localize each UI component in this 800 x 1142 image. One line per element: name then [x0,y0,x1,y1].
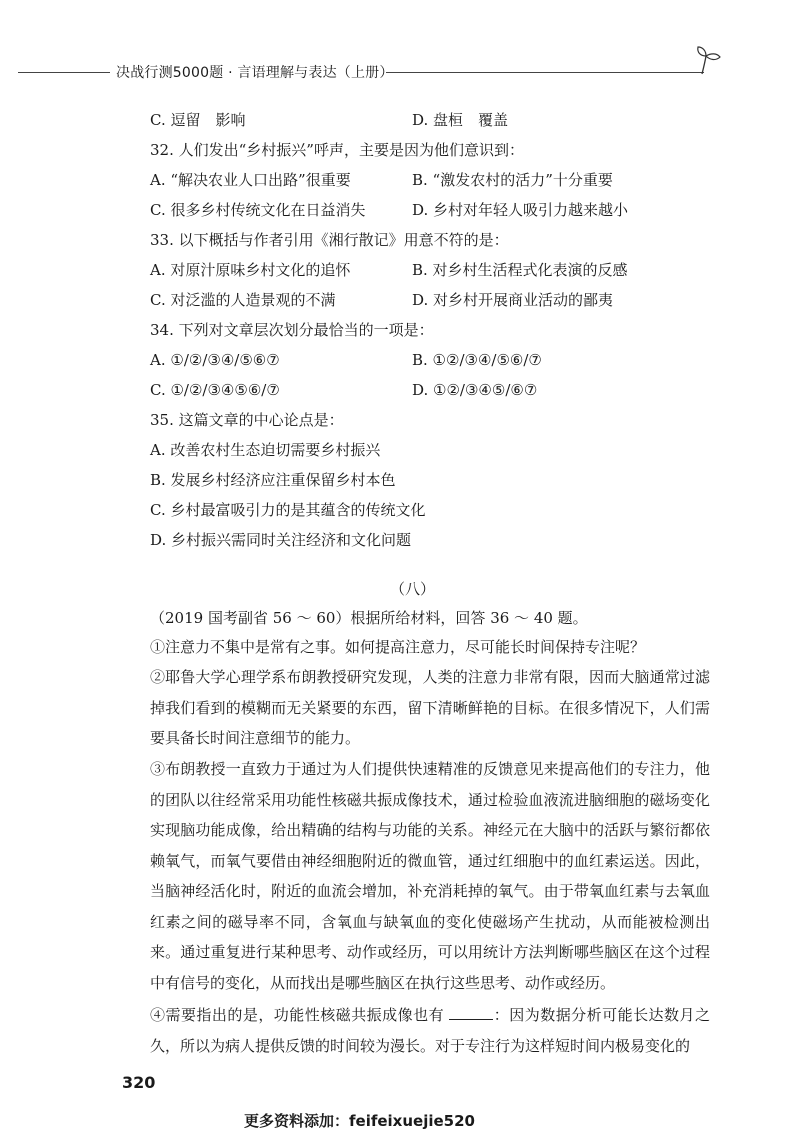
paragraph-4-start: ④需要指出的是，功能性核磁共振成像也有 [150,1006,445,1024]
answer-blank [449,1005,493,1020]
paragraph-3: ③布朗教授一直致力于通过为人们提供快速精准的反馈意见来提高他们的专注力，他的团队以往经常采用功能性核磁共振成像技术，通过检验血液流进脑细胞的磁场变化实现脑功能成像，给出精确的结构与功能的关系。神经元在大脑中的活跃与繁衍都依赖氧气，而氧气要借由神经细胞附近的微血管，通过红细胞中的血红素运送。因此，当脑神经活化时，附近的血流会增加，补充消耗掉的氧气。由于带氧血红素与去氧血红素之间的磁导率不同，含氧血与缺氧血的变化使磁场产生扰动，从而能被检测出来。通过重复进行某种思考、动作或经历，可以用统计方法判断哪些脑区在这个过程中有信号的变化，从而找出是哪些脑区在执行这些思考、动作或经历。 [150,760,710,992]
q33-option-c: C. 对泛滥的人造景观的不满 [150,291,336,309]
paragraph-4 [150,1000,710,1061]
paragraph-4-end: ：因为数据分析可能长达数月之久，所以为病人提供反馈的时间较为漫长。对于专注行为这样短时间内极易变化的 [150,1006,710,1055]
q34-option-a: A. ①/②/③④/⑤⑥⑦ [150,351,280,369]
q33-option-b: B. 对乡村生活程式化表演的反感 [412,261,628,279]
q32-option-a: A. “解决农业人口出路”很重要 [150,171,351,189]
running-header [0,58,800,88]
q35-option-a: A. 改善农村生态迫切需要乡村振兴 [150,441,381,459]
section-title: （八） [390,580,436,598]
q35-option-c: C. 乡村最富吸引力的是其蕴含的传统文化 [150,501,426,519]
q34-stem: 34. 下列对文章层次划分最恰当的一项是： [150,321,434,339]
header-rule-right [386,72,704,73]
header-rule-left [18,72,110,73]
q34-option-c: C. ①/②/③④⑤⑥/⑦ [150,381,280,399]
book-title: 决战行测5000题 · 言语理解与表达（上册） [116,65,394,81]
sprout-icon [692,44,726,78]
q35-stem: 35. 这篇文章的中心论点是： [150,411,344,429]
q32-option-d: D. 乡村对年轻人吸引力越来越小 [412,201,629,219]
page-number: 320 [122,1073,156,1092]
q34-option-b: B. ①②/③④/⑤⑥/⑦ [412,351,542,369]
q33-stem: 33. 以下概括与作者引用《湘行散记》用意不符的是： [150,231,509,249]
section-intro: （2019 国考副省 56 ～ 60）根据所给材料，回答 36 ～ 40 题。 [150,609,588,627]
q32-option-c: C. 很多乡村传统文化在日益消失 [150,201,366,219]
q33-option-d: D. 对乡村开展商业活动的鄙夷 [412,291,614,309]
q33-option-a: A. 对原汁原味乡村文化的追怀 [150,261,351,279]
q32-option-b: B. “激发农村的活力”十分重要 [412,171,613,189]
q31-option-d: D. 盘桓 覆盖 [412,111,509,129]
paragraph-1: ①注意力不集中是常有之事。如何提高注意力，尽可能长时间保持专注呢？ [150,638,646,656]
q35-option-b: B. 发展乡村经济应注重保留乡村本色 [150,471,396,489]
q32-stem: 32. 人们发出“乡村振兴”呼声，主要是因为他们意识到： [150,141,524,159]
paragraph-2: ②耶鲁大学心理学系布朗教授研究发现，人类的注意力非常有限，因而大脑通常过滤掉我们看到的模糊而无关紧要的东西，留下清晰鲜艳的目标。在很多情况下，人们需要具备长时间注意细节的能力。 [150,668,710,747]
q34-option-d: D. ①②/③④⑤/⑥⑦ [412,381,538,399]
q35-option-d: D. 乡村振兴需同时关注经济和文化问题 [150,531,412,549]
q31-option-c: C. 逗留 影响 [150,111,246,129]
footer-note: 更多资料添加：feifeixuejie520 [244,1112,475,1130]
